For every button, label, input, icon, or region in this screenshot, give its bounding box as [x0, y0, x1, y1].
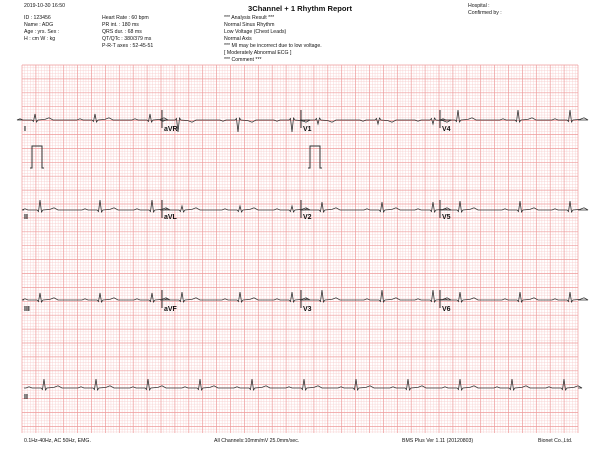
lead-label-v1: V1: [303, 126, 312, 133]
confirmed-by-label: Confirmed by :: [468, 10, 502, 16]
prt-axes: P-R-T axes : 52-45-51: [102, 43, 154, 49]
lead-label-avl: aVL: [164, 214, 177, 221]
lead-label-v3: V3: [303, 306, 312, 313]
patient-id: ID : 123456: [24, 15, 51, 21]
analysis-line: Normal Axis: [224, 36, 252, 42]
analysis-header: *** Analysis Result ***: [224, 15, 275, 21]
heart-rate: Heart Rate : 60 bpm: [102, 15, 149, 21]
calibration-pulse: [30, 146, 44, 168]
report-title: 3Channel + 1 Rhythm Report: [247, 4, 352, 13]
trace-lead-v1: [300, 118, 451, 124]
lead-label-ii: II: [24, 214, 28, 221]
analysis-line: Normal Sinus Rhythm: [224, 22, 275, 28]
trace-lead-v2: [302, 202, 451, 212]
pr-interval: PR int. : 180 ms: [102, 22, 139, 28]
patient-name: Name : ADG: [24, 22, 54, 28]
lead-label-iii: III: [24, 306, 30, 313]
comment-header: *** Comment ***: [224, 57, 262, 63]
patient-height-weight: H : cm W : kg: [24, 36, 56, 42]
lead-label-avf: aVF: [164, 306, 177, 313]
trace-lead-v5: [441, 201, 588, 212]
analysis-line: Low Voltage (Chest Leads): [224, 29, 287, 35]
footer-scale: All Channels:10mm/mV 25.0mm/sec.: [214, 438, 300, 444]
trace-lead-v3: [302, 290, 451, 302]
qrs-duration: QRS dur. : 68 ms: [102, 29, 142, 35]
lead-label-v6: V6: [442, 306, 451, 313]
footer-version: BMS Plus Ver 1.11 (20120803): [402, 438, 474, 444]
lead-label-avr: aVR: [164, 126, 178, 133]
trace-lead-avr: [160, 118, 310, 132]
report-datetime: 2019-10-30 16:50: [24, 3, 65, 9]
trace-lead-v6: [441, 292, 588, 302]
patient-age-sex: Age : yrs. Sex :: [24, 29, 60, 35]
lead-label-v2: V2: [303, 214, 312, 221]
calibration-pulse: [308, 146, 322, 168]
lead-label-v4: V4: [442, 126, 451, 133]
qt-qtc: QT/QTc : 380/379 ms: [102, 36, 152, 42]
trace-lead-avf: [163, 292, 310, 302]
analysis-line: [ Moderately Abnormal ECG ]: [224, 50, 292, 56]
lead-label-v5: V5: [442, 214, 451, 221]
analysis-line: *** MI may be incorrect due to low voltage.: [224, 43, 322, 49]
lead-label-i: I: [24, 126, 26, 133]
footer-company: Bionet Co.,Ltd.: [538, 438, 573, 444]
hospital-label: Hospital :: [468, 3, 490, 9]
footer-filter: 0.1Hz-40Hz, AC 50Hz, EMG.: [24, 438, 91, 444]
lead-label-rhythm-ii: II: [24, 394, 28, 401]
